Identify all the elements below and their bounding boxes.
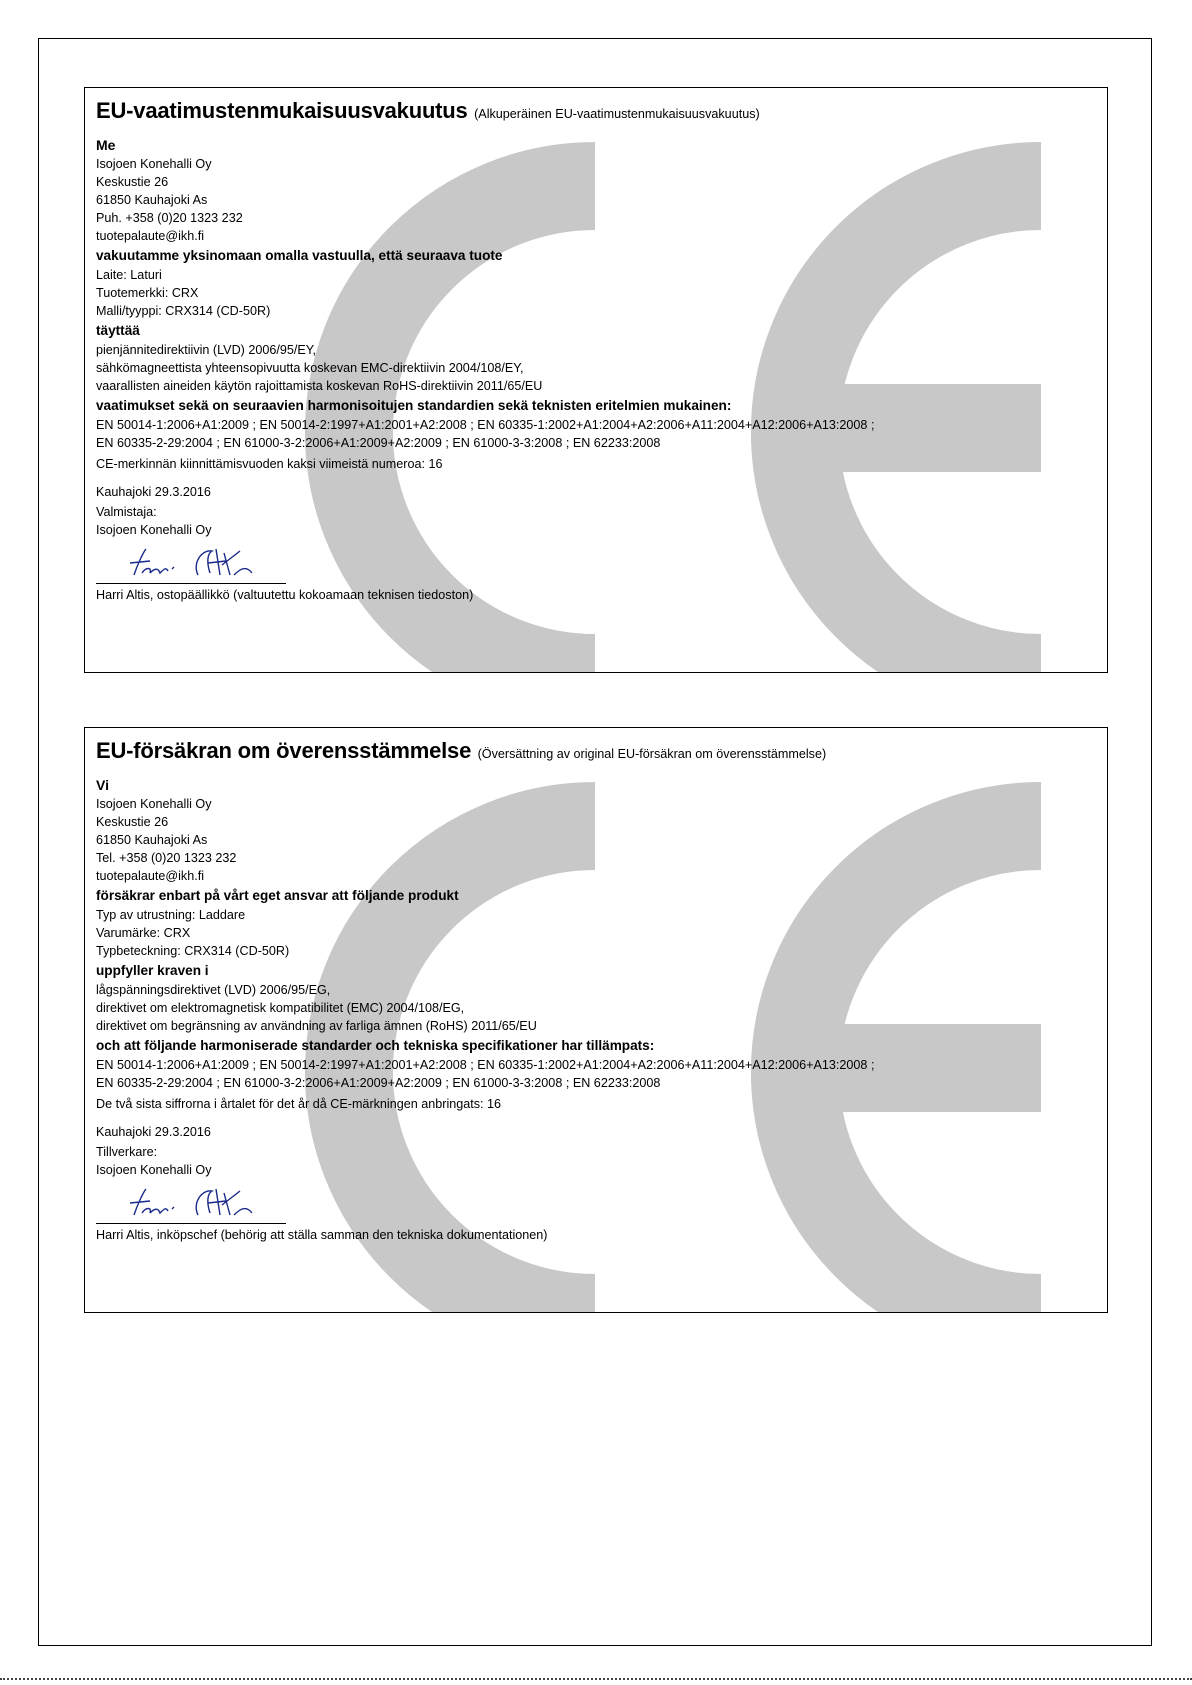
directive-line: pienjännitedirektiivin (LVD) 2006/95/EY, bbox=[96, 343, 317, 357]
declaration-title-row bbox=[96, 738, 1107, 767]
product-device: Typ av utrustning: Laddare bbox=[96, 908, 246, 922]
company-name: Isojoen Konehalli Oy bbox=[96, 157, 212, 171]
company-postal: 61850 Kauhajoki As bbox=[96, 193, 208, 207]
declaration-subtitle: (Översättning av original EU-försäkran om överensstämmelse) bbox=[477, 747, 827, 761]
directive-line: vaarallisten aineiden käytön rajoittamista koskevan RoHS-direktiivin 2011/65/EU bbox=[96, 379, 543, 393]
standards-heading: och att följande harmoniserade standarder och tekniska specifikationer har tillämpats: bbox=[96, 1038, 655, 1053]
product-brand: Tuotemerkki: CRX bbox=[96, 286, 199, 300]
declaration-swedish bbox=[84, 727, 1108, 1313]
company-phone: Puh. +358 (0)20 1323 232 bbox=[96, 211, 243, 225]
ce-year-line: CE-merkinnän kiinnittämisvuoden kaksi viimeistä numeroa: 16 bbox=[96, 457, 443, 471]
we-heading: Me bbox=[96, 137, 116, 153]
ce-year-line: De två sista siffrorna i årtalet för det år då CE-märkningen anbringats: 16 bbox=[96, 1097, 502, 1111]
signatory: Harri Altis, ostopäällikkö (valtuutettu kokoamaan teknisen tiedoston) bbox=[96, 588, 474, 602]
signature-line bbox=[96, 1223, 286, 1224]
product-brand: Varumärke: CRX bbox=[96, 926, 191, 940]
manufacturer-name: Isojoen Konehalli Oy bbox=[96, 523, 212, 537]
signatory: Harri Altis, inköpschef (behörig att ställa samman den tekniska dokumentationen) bbox=[96, 1228, 548, 1242]
standards-line: EN 60335-2-29:2004 ; EN 61000-3-2:2006+A1:2009+A2:2009 ; EN 61000-3-3:2008 ; EN 62233:2008 bbox=[96, 1076, 661, 1090]
company-email: tuotepalaute@ikh.fi bbox=[96, 229, 205, 243]
company-email: tuotepalaute@ikh.fi bbox=[96, 869, 205, 883]
fulfils-heading: täyttää bbox=[96, 323, 140, 338]
declaration-title: EU-vaatimustenmukaisuusvakuutus bbox=[96, 98, 468, 123]
signature bbox=[96, 1179, 286, 1223]
manufacturer-label: Valmistaja: bbox=[96, 505, 157, 519]
signature bbox=[96, 539, 286, 583]
standards-line: EN 50014-1:2006+A1:2009 ; EN 50014-2:1997+A1:2001+A2:2008 ; EN 60335-1:2002+A1:2004+A2:2006+A11:2004+A12:2006+A13:2008 ; bbox=[96, 418, 875, 432]
declaration-title-row bbox=[96, 98, 1107, 127]
declaration-title: EU-försäkran om överensstämmelse bbox=[96, 738, 472, 763]
directive-line: direktivet om begränsning av användning av farliga ämnen (RoHS) 2011/65/EU bbox=[96, 1019, 537, 1033]
page-bottom-border bbox=[0, 1678, 1192, 1680]
manufacturer-label: Tillverkare: bbox=[96, 1145, 158, 1159]
company-street: Keskustie 26 bbox=[96, 175, 169, 189]
declare-heading: försäkrar enbart på vårt eget ansvar att följande produkt bbox=[96, 888, 459, 903]
directive-line: sähkömagneettista yhteensopivuutta koskevan EMC-direktiivin 2004/108/EY, bbox=[96, 361, 524, 375]
standards-heading: vaatimukset sekä on seuraavien harmonisoitujen standardien sekä teknisten eritelmien mukainen: bbox=[96, 398, 732, 413]
place-date: Kauhajoki 29.3.2016 bbox=[96, 1125, 211, 1139]
declaration-subtitle: (Alkuperäinen EU-vaatimustenmukaisuusvakuutus) bbox=[474, 107, 760, 121]
signature-line bbox=[96, 583, 286, 584]
directive-line: direktivet om elektromagnetisk kompatibilitet (EMC) 2004/108/EG, bbox=[96, 1001, 465, 1015]
place-date: Kauhajoki 29.3.2016 bbox=[96, 485, 211, 499]
product-model: Typbeteckning: CRX314 (CD-50R) bbox=[96, 944, 290, 958]
manufacturer-name: Isojoen Konehalli Oy bbox=[96, 1163, 212, 1177]
company-name: Isojoen Konehalli Oy bbox=[96, 797, 212, 811]
company-phone: Tel. +358 (0)20 1323 232 bbox=[96, 851, 237, 865]
declare-heading: vakuutamme yksinomaan omalla vastuulla, että seuraava tuote bbox=[96, 248, 503, 263]
we-heading: Vi bbox=[96, 777, 109, 793]
fulfils-heading: uppfyller kraven i bbox=[96, 963, 209, 978]
standards-line: EN 60335-2-29:2004 ; EN 61000-3-2:2006+A1:2009+A2:2009 ; EN 61000-3-3:2008 ; EN 62233:2008 bbox=[96, 436, 661, 450]
company-postal: 61850 Kauhajoki As bbox=[96, 833, 208, 847]
product-device: Laite: Laturi bbox=[96, 268, 162, 282]
declaration-finnish bbox=[84, 87, 1108, 673]
product-model: Malli/tyyppi: CRX314 (CD-50R) bbox=[96, 304, 271, 318]
standards-line: EN 50014-1:2006+A1:2009 ; EN 50014-2:1997+A1:2001+A2:2008 ; EN 60335-1:2002+A1:2004+A2:2006+A11:2004+A12:2006+A13:2008 ; bbox=[96, 1058, 875, 1072]
directive-line: lågspänningsdirektivet (LVD) 2006/95/EG, bbox=[96, 983, 331, 997]
company-street: Keskustie 26 bbox=[96, 815, 169, 829]
